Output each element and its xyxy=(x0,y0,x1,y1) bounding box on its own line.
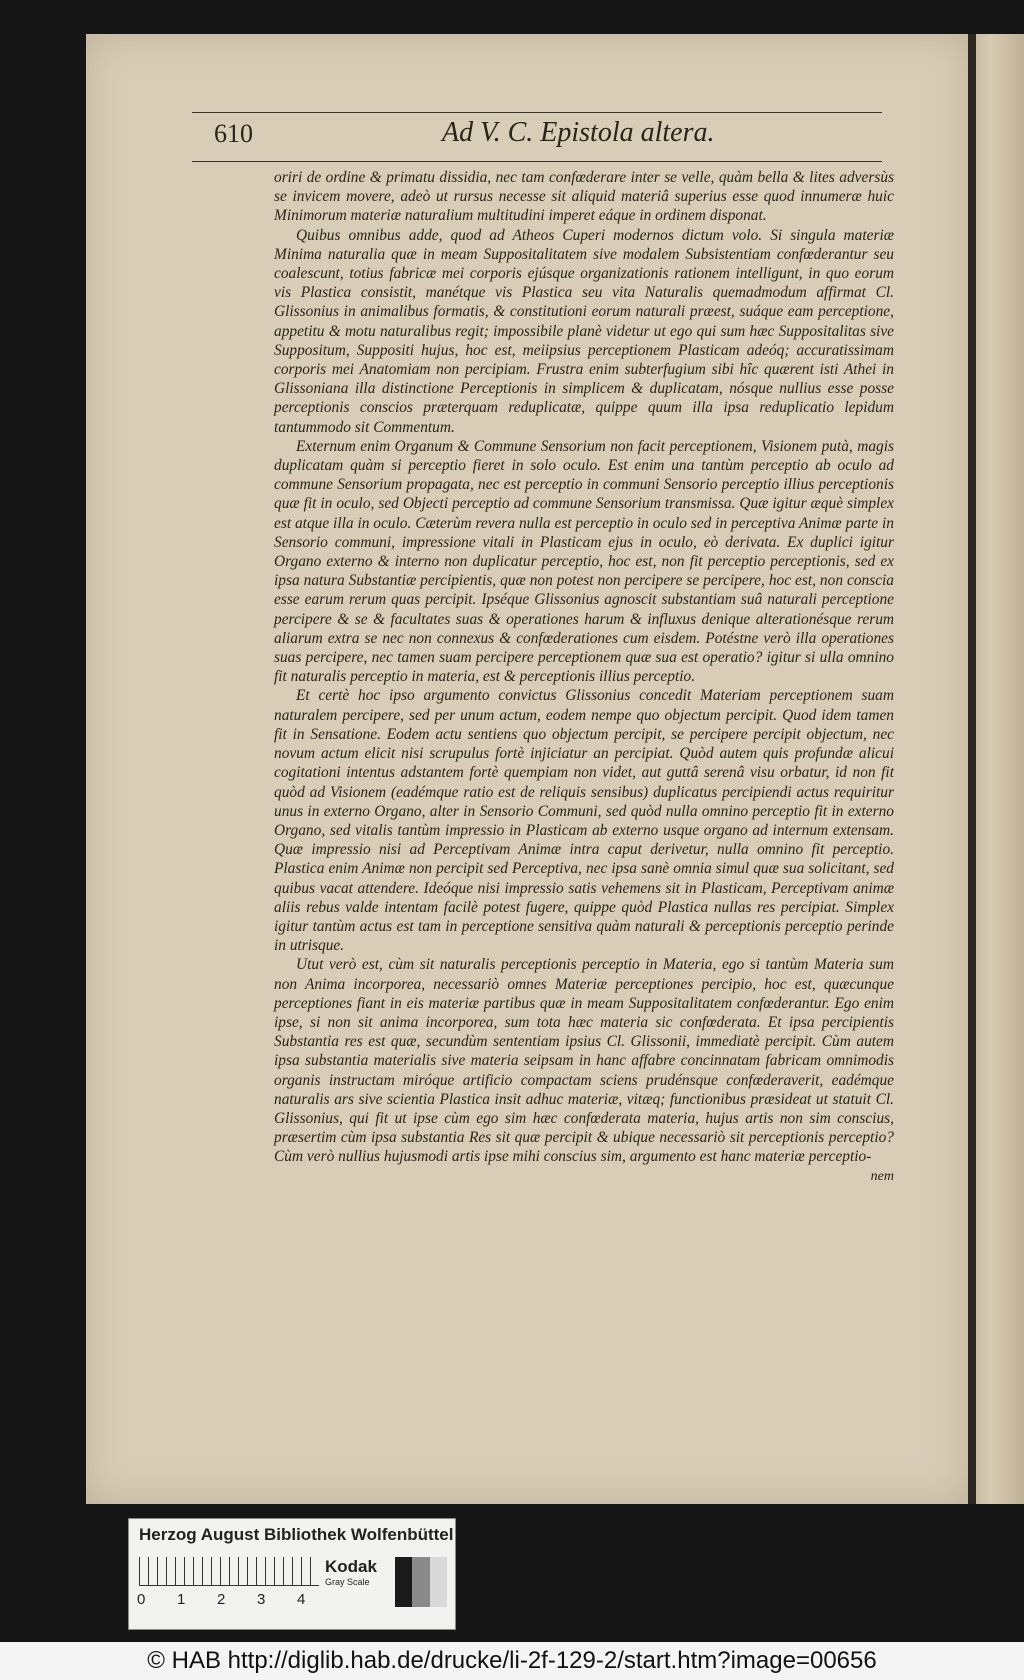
scale-number-2: 2 xyxy=(217,1591,226,1608)
gray-scale-swatches xyxy=(395,1557,447,1607)
adjacent-page-edge xyxy=(968,34,1024,1504)
book-page xyxy=(86,34,968,1504)
running-head: Ad V. C. Epistola altera. xyxy=(442,117,715,148)
scale-ruler xyxy=(139,1557,319,1586)
swatch-black xyxy=(395,1557,412,1607)
scale-numbers xyxy=(137,1591,327,1611)
kodak-brand: Kodak xyxy=(325,1557,377,1576)
catchword: nem xyxy=(870,1168,894,1184)
paragraph-1: oriri de ordine & primatu dissidia, nec tam confœderare inter se velle, quàm bella & lites adversùs se invicem movere, adeò ut rursus necesse sit aliquid materiâ superius esse quod innumeræ huic Minimorum materiæ naturalium multitudini imperet eáque in ordinem disponat. xyxy=(274,169,894,225)
paragraph-4: Et certè hoc ipso argumento convictus Glissonius concedit Materiam perceptionem suam naturalem percipere, sed per unum actum, eodem nempe quo objectum percipit. Quod idem tamen fit in Sensatione. Eodem actu sentiens quo objectum percipit, se percipere percipit objectum, nec novum actum elicit nisi scrupulus fortè injiciatur an percipiat. Quòd autem quis profundæ alicui cogitationi intentus adstantem fortè quempiam non videt, aut guttâ serenâ visu orbatur, id non fit quòd ad Visionem (eadémque ratio est de reliquis sensibus) duplicatus percipiendi actus requiritur unus in externo Organo, alter in Sensorio Communi, sed quòd nulla omnino perceptio fit in externo Organo, sed vitalis tantùm impressio in Plasticam ab externo usque organo ad internum extensam. Quæ impressio nisi ad Perceptivam Animæ intra caput derivetur, nulla omnino fit perceptio. Plastica enim Animæ non percipit sed Perceptiva, nec ipsa sanè omnia simul quæ sua solicitant, sed quibus vacat attendere. Ideóque nisi impressio satis vehemens sit in Plasticam, Perceptivam animæ aliis rebus valde intentam facilè potest fugere, quippe quòd Plastica nullas res percipiat. Simplex igitur tantùm actus est tam in perceptione sensitiva quàm naturali & perceptionis perceptio perinde in utrisque. xyxy=(274,687,894,955)
scale-number-1: 1 xyxy=(177,1591,186,1608)
paragraph-3: Externum enim Organum & Commune Sensorium non facit perceptionem, Visionem putà, magis duplicatam quàm si perceptio fieret in solo oculo. Est enim una tantùm perceptio ab oculo ad commune Sensorium propagata, nec est perceptio in communi Sensorio perceptio illius perceptionis quæ fit in oculo, sed Objecti perceptio ad commune Sensorium transmissa. Quæ igitur æquè simplex est atque illa in oculo. Cæterùm revera nulla est perceptio in oculo sed in perceptiva Animæ parte in Sensorio communi, impressione vitali in Plasticam ejus in oculo, eò derivata. Ex duplici igitur Organo externo & interno non duplicatur perceptio, hoc est, non fit perceptio perceptionis, sed ex ipsa natura Substantiæ percipientis, quæ non potest non percipere se percipere, hoc est, non conscia esse earum rerum quas percipit. Ipséque Glissonius agnoscit substantiam suâ naturali perceptione percipere & se & facultates suas & operationes harum & influxus denique alterationésque rerum aliarum extra se nec non connexus & confœderationes cum eisdem. Potéstne verò illa operationes suas percipere, nec tamen suam percipere perceptionem quæ sua est operatio? igitur si ulla omnino fit naturalis perceptio in materia, est & perceptionis illius perceptio. xyxy=(274,437,894,686)
swatch-gray xyxy=(412,1557,429,1607)
footer-url-bar: © HAB http://diglib.hab.de/drucke/li-2f-129-2/start.htm?image=00656 xyxy=(0,1642,1024,1680)
page-header xyxy=(192,112,882,162)
scale-number-3: 3 xyxy=(257,1591,266,1608)
swatch-light xyxy=(430,1557,447,1607)
scale-number-4: 4 xyxy=(297,1591,306,1608)
paragraph-2: Quibus omnibus adde, quod ad Atheos Cuperi modernos dictum volo. Si singula materiæ Minima naturalia quæ in meam Suppositalitatem sive modalem Subsistentiam confœderantur seu coalescunt, totius fabricæ mei corporis ejúsque organizationis rationem intelligunt, in quo eorum vis Plastica consistit, manétque vis Plastica seu vita Naturalis quemadmodum affirmat Cl. Glissonius in animalibus formatis, & constitutioni eorum naturali præest, suáque eam perceptione, appetitu & motu naturalibus regit; impossibile planè videtur ut ego qui sum hæc Suppositalitas sive Suppositum, Suppositi hujus, hoc est, meiipsius perceptionem Plasticam adeóq; accuratissimam corporis mei Anatomiam non percipiam. Frustra enim subterfugium sibi hîc quærent isti Athei in Glissoniana illa distinctione Perceptionis in simplicem & duplicatam, nósque nullius esse posse perceptionis conscios præterquam reduplicatæ, quippe quum illa ipsa reduplicatio lepidum tantummodo sit Commentum. xyxy=(274,226,894,436)
library-label-card xyxy=(128,1518,456,1630)
scale-number-0: 0 xyxy=(137,1591,146,1608)
paragraph-5: Utut verò est, cùm sit naturalis perceptionis perceptio in Materia, ego si tantùm Materia sum non Anima incorporea, necessariò omnes Materiæ perceptiones percipio, hoc est, quæcunque perceptiones fiant in eis materiæ partibus quæ in meam Suppositalitatem confœderantur. Ego enim ipse, si non sit anima incorporea, sum tota hæc materia sic confœderata. Et ipsa percipientis Substantia res est quæ, secundùm sententiam ipsius Cl. Glissonii, immediatè percipit. Cùm autem ipsa substantia materialis sive materia seipsam in hanc affabre concinnatam fabricam omnimodis organis instructam miróque artificio compactam sciens prudénsque confœderaverit, eadémque naturalis ars sive scientia Plastica insit adhuc materiæ, vitæq; functionibus præsideat ut statuit Cl. Glissonius, qui fit ut ipse cùm ego sim hæc confœderata materia, hujus artis non sim conscius, præsertim cùm ipsa substantia Res sit quæ percipit & ubique necessariò sit perceptionis perceptio? Cùm verò nullius hujusmodi artis ipse mihi conscius sim, argumento est hanc materiæ perceptio- xyxy=(274,956,894,1166)
page-number: 610 xyxy=(214,119,253,148)
library-name: Herzog August Bibliothek Wolfenbüttel xyxy=(139,1525,454,1544)
gray-scale-label: Gray Scale xyxy=(325,1577,370,1587)
kodak-logo xyxy=(325,1557,387,1607)
text-body xyxy=(274,168,894,1186)
